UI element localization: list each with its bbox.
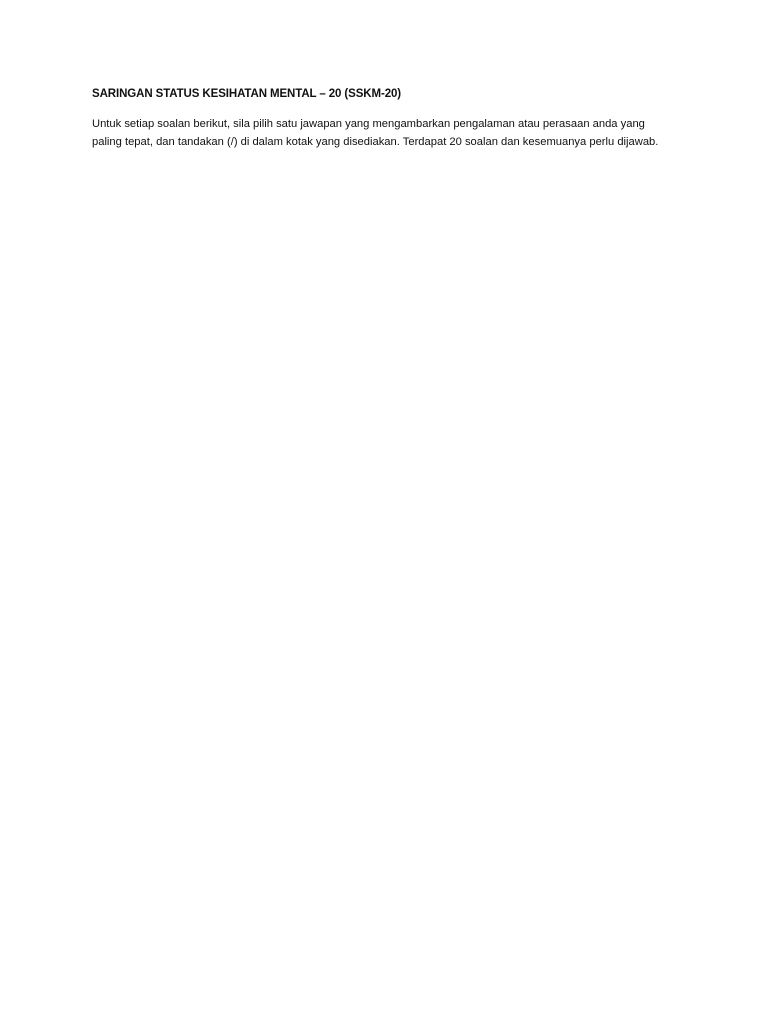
document-title: SARINGAN STATUS KESIHATAN MENTAL – 20 (SSKM-20): [92, 88, 402, 100]
intro-paragraph: Untuk setiap soalan berikut, sila pilih satu jawapan yang mengambarkan pengalaman atau perasaan anda yang paling tepat, dan tandakan (/) di dalam kotak yang disediakan. Terdapat 20 soalan dan kesemuanya perlu dijawab.: [92, 118, 659, 148]
